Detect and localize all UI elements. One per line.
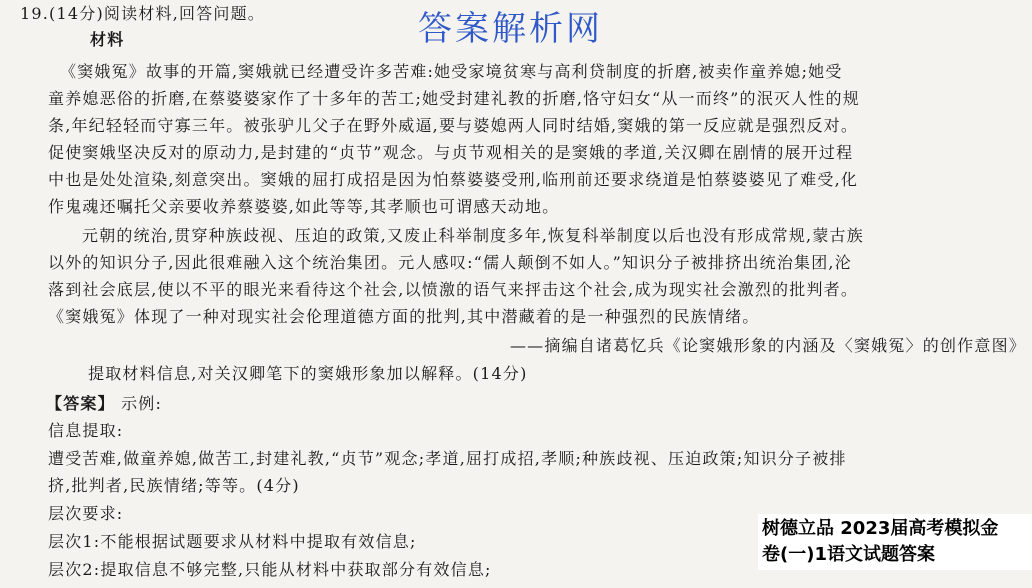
material-source: ——摘编自诸葛忆兵《论窦娥形象的内涵及〈窦娥冤〉的创作意图》 [509, 336, 1026, 355]
answer-label: 【答案】 [46, 394, 115, 413]
level-1: 层次1:不能根据试题要求从材料中提取有效信息; [48, 532, 417, 551]
info-line-2: 挤,批判者,民族情绪;等等。(4分) [48, 476, 300, 495]
material-line-8: 以外的知识分子,因此很难融入这个统治集团。元人感叹:“儒人颠倒不如人。”知识分子被排挤出统治集团,沦 [48, 253, 852, 272]
material-line-5: 中也是处处渲染,刻意突出。窦娥的屈打成招是因为怕蔡婆婆受刑,临刑前还要求绕道是怕蔡婆婆见了难受,化 [48, 170, 859, 189]
material-line-4: 促使窦娥坚决反对的原动力,是封建的“贞节”观念。与贞节观相关的是窦娥的孝道,关汉卿在剧情的展开过程 [48, 143, 854, 162]
material-line-2: 童养媳恶俗的折磨,在蔡婆婆家作了十多年的苦工;她受封建礼教的折磨,恪守妇女“从一而终”的泯灭人性的规 [48, 89, 860, 108]
exam-title-stamp [758, 514, 1032, 570]
question-prompt: 提取材料信息,对关汉卿笔下的窦娥形象加以解释。(14分) [88, 364, 528, 383]
level-title: 层次要求: [48, 504, 124, 523]
answer-example: 示例: [121, 394, 163, 413]
material-line-6: 作鬼魂还嘱托父亲要收养蔡婆婆,如此等等,其孝顺也可谓感天动地。 [48, 197, 560, 216]
material-line-9: 落到社会底层,使以不平的眼光来看待这个社会,以愤激的语气来抨击这个社会,成为现实社会激烈的批判者。 [48, 280, 859, 299]
question-header: 19.(14分)阅读材料,回答问题。 [20, 4, 265, 23]
answer-heading [46, 394, 162, 414]
stamp-line-1: 树德立品 2023届高考模拟金 [762, 518, 999, 539]
material-title: 材料 [90, 30, 125, 49]
info-title: 信息提取: [48, 421, 124, 440]
info-line-1: 遭受苦难,做童养媳,做苦工,封建礼教,“贞节”观念;孝道,屈打成招,孝顺;种族歧视、压迫政策;知识分子被排 [48, 449, 847, 468]
material-line-1: 《窦娥冤》故事的开篇,窦娥就已经遭受许多苦难:她受家境贫寒与高利贷制度的折磨,被卖作童养媳;她受 [60, 62, 843, 81]
material-line-3: 条,年纪轻轻而守寡三年。被张驴儿父子在野外威逼,要与婆媳两人同时结婚,窦娥的第一反应就是强烈反对。 [48, 116, 859, 135]
material-line-7: 元朝的统治,贯穿种族歧视、压迫的政策,又废止科举制度多年,恢复科举制度以后也没有形成常规,蒙古族 [82, 226, 864, 245]
site-watermark: 答案解析网 [418, 9, 603, 49]
stamp-line-2: 卷(一)1语文试题答案 [762, 544, 935, 565]
material-line-10: 《窦娥冤》体现了一种对现实社会伦理道德方面的批判,其中潜藏着的是一种强烈的民族情绪。 [48, 307, 760, 326]
level-2: 层次2:提取信息不够完整,只能从材料中获取部分有效信息; [48, 560, 492, 579]
